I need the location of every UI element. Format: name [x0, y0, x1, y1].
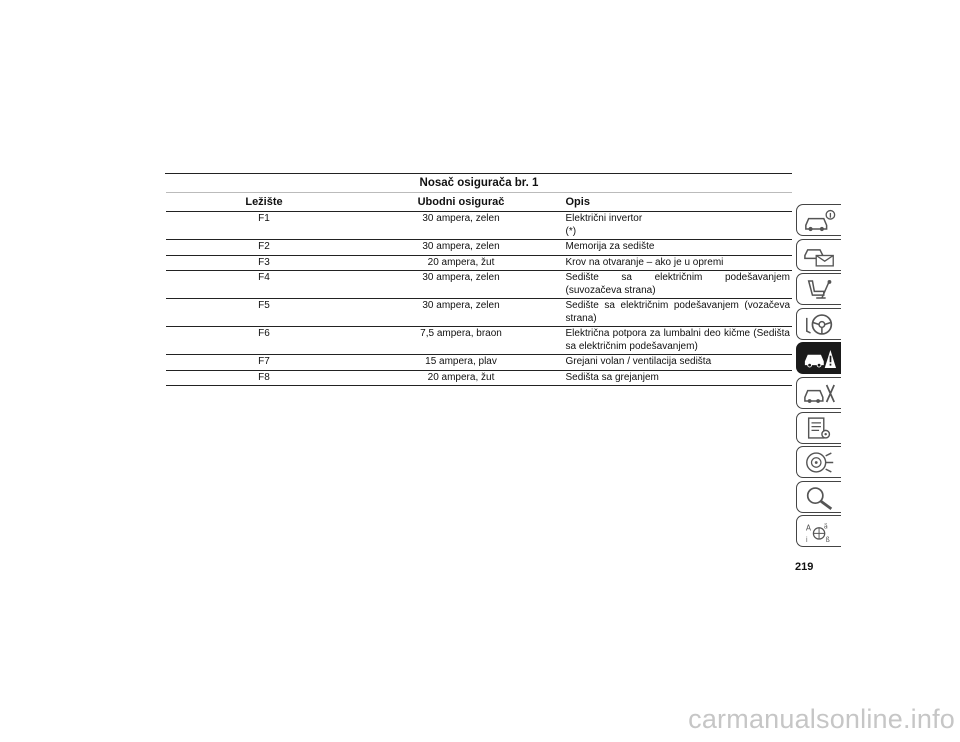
description-line: Memorija za sedište — [565, 241, 655, 252]
table-row — [166, 327, 793, 355]
fuse-table — [165, 173, 792, 386]
fuse-description — [560, 240, 793, 256]
fuse-description — [560, 255, 793, 271]
fuse-rating: 30 ampera, zelen — [363, 299, 560, 327]
table-row — [166, 370, 793, 386]
fuse-description — [560, 370, 793, 386]
fuse-location: F7 — [166, 355, 363, 371]
description-line: Električna potpora za lumbalni deo kičme (Sedišta — [565, 328, 790, 339]
fuse-rating: 30 ampera, zelen — [363, 240, 560, 256]
fuse-rating: 20 ampera, žut — [363, 370, 560, 386]
table-row — [166, 240, 793, 256]
chapter-tab[interactable] — [796, 412, 841, 444]
fuse-location: F3 — [166, 255, 363, 271]
fuse-location: F6 — [166, 327, 363, 355]
description-line: Grejani volan / ventilacija sedišta — [565, 356, 712, 367]
description-line: Sedište sa električnim podešavanjem (vozačeva — [565, 300, 790, 311]
description-line: Krov na otvaranje – ako je u opremi — [565, 256, 724, 268]
table-row — [166, 255, 793, 271]
svg-text:ß: ß — [825, 536, 830, 545]
fuse-rating: 15 ampera, plav — [363, 355, 560, 371]
header-fuse: Ubodni osigurač — [363, 192, 560, 212]
fuse-location: F4 — [166, 271, 363, 299]
fuse-location: F1 — [166, 212, 363, 240]
table-row — [166, 271, 793, 299]
header-location: Ležište — [166, 192, 363, 212]
description-line: Električni invertor — [565, 213, 643, 224]
fuse-rating: 30 ampera, zelen — [363, 271, 560, 299]
chapter-tab[interactable] — [796, 239, 841, 271]
fuse-description — [560, 271, 793, 299]
fuse-description — [560, 299, 793, 327]
chapter-tab[interactable] — [796, 377, 841, 409]
chapter-tab[interactable] — [796, 515, 841, 547]
fuse-location: F8 — [166, 370, 363, 386]
page-number: 219 — [795, 561, 814, 573]
chapter-tab[interactable] — [796, 446, 841, 478]
description-line: (suvozačeva strana) — [565, 284, 656, 296]
chapter-tab[interactable] — [796, 204, 841, 236]
description-line: strana) — [565, 312, 597, 324]
fuse-description — [560, 355, 793, 371]
table-row — [166, 355, 793, 371]
chapter-tab[interactable] — [796, 308, 841, 340]
fuse-rating: 7,5 ampera, braon — [363, 327, 560, 355]
watermark: carmanualsonline.info — [688, 704, 955, 734]
chapter-tab[interactable] — [796, 342, 841, 374]
svg-text:ä: ä — [823, 523, 828, 532]
description-line: sa električnim podešavanjem) — [565, 340, 698, 352]
table-title: Nosač osigurača br. 1 — [166, 174, 793, 193]
description-line: (*) — [565, 225, 577, 237]
header-description: Opis — [560, 192, 793, 212]
fuse-rating: 20 ampera, žut — [363, 255, 560, 271]
fuse-description — [560, 212, 793, 240]
chapter-tab[interactable] — [796, 273, 841, 305]
description-line: Sedište sa električnim podešavanjem — [565, 272, 790, 283]
fuse-location: F2 — [166, 240, 363, 256]
table-row — [166, 299, 793, 327]
description-line: Sedišta sa grejanjem — [565, 371, 659, 383]
fuse-location: F5 — [166, 299, 363, 327]
svg-text:A: A — [805, 523, 812, 533]
fuse-description — [560, 327, 793, 355]
fuse-rating: 30 ampera, zelen — [363, 212, 560, 240]
chapter-tab[interactable] — [796, 481, 841, 513]
table-row — [166, 212, 793, 240]
svg-text:i: i — [805, 536, 808, 545]
